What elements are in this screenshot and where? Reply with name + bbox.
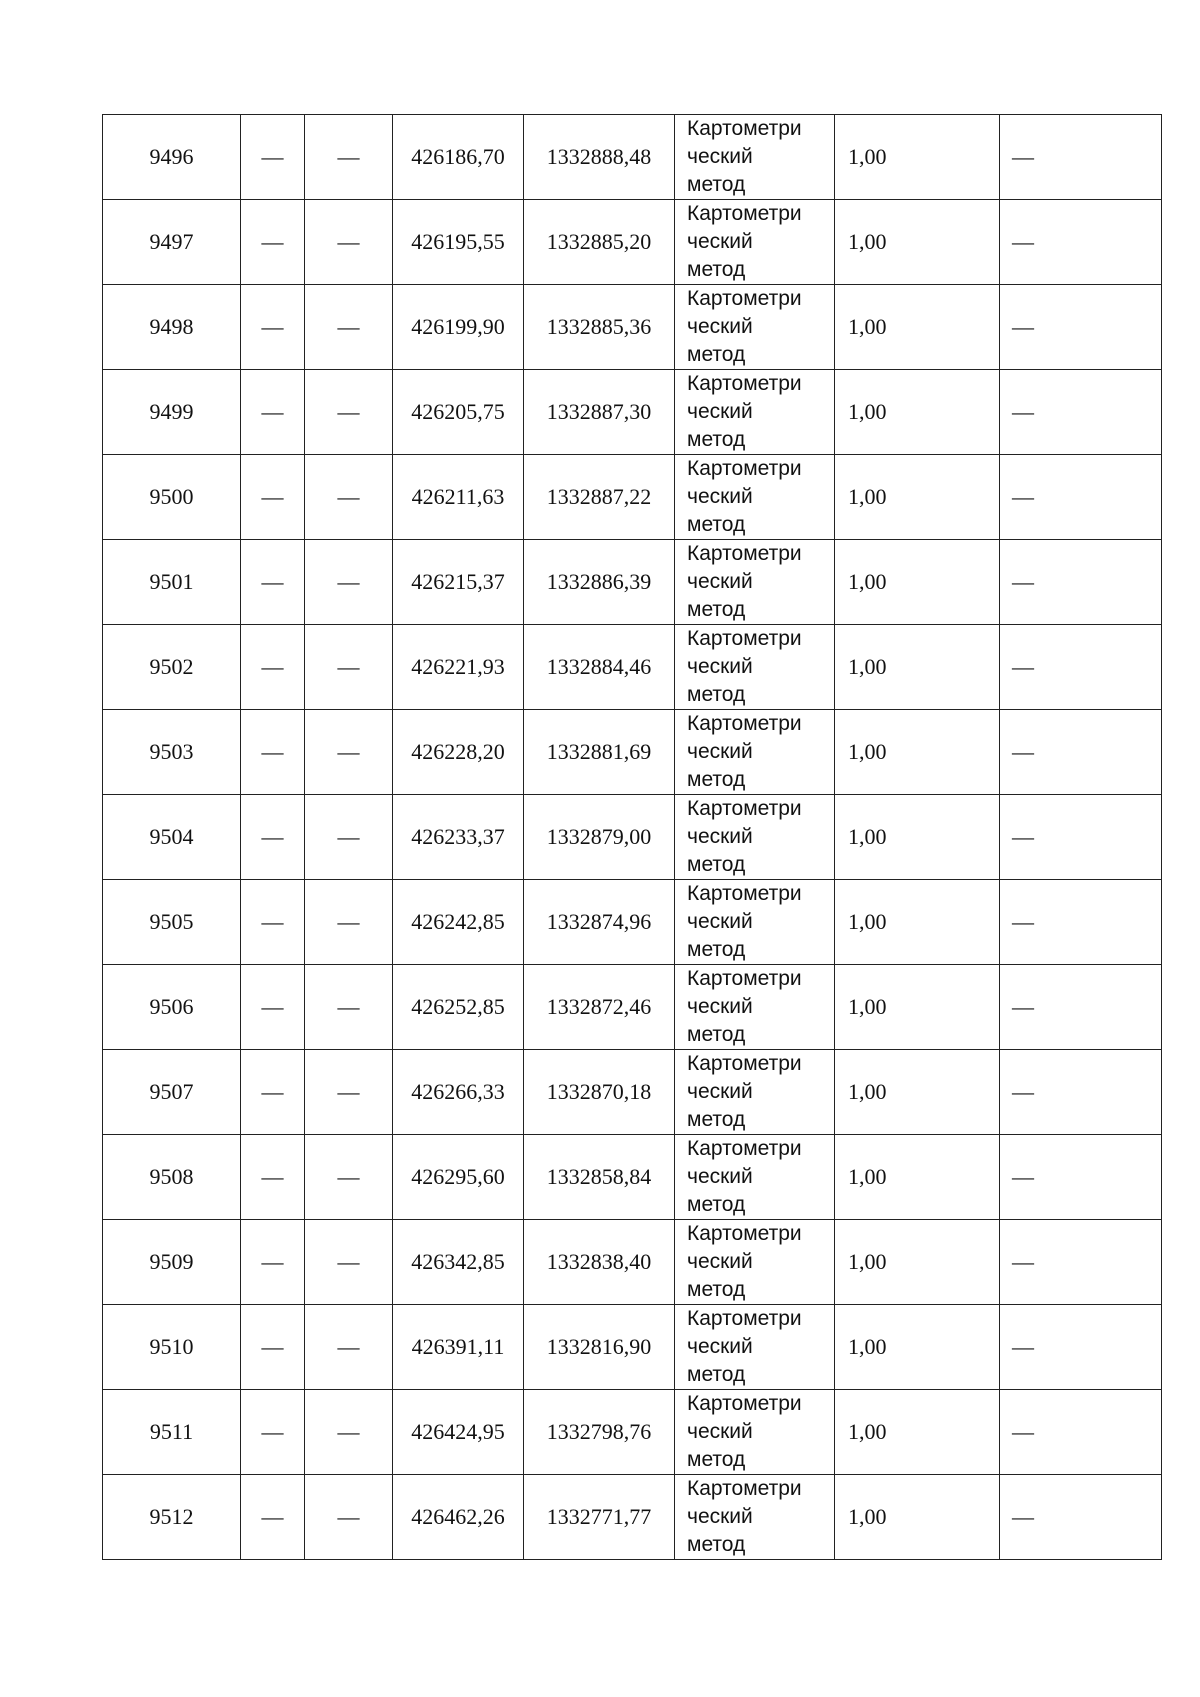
x-coordinate-cell: 426228,20 (393, 710, 524, 795)
method-cell (675, 1390, 835, 1475)
y-coordinate-cell: 1332838,40 (524, 1220, 675, 1305)
method-cell (675, 1050, 835, 1135)
point-number-cell: 9505 (103, 880, 241, 965)
column-2-cell: — (241, 1220, 305, 1305)
method-cell (675, 540, 835, 625)
method-line-2: ческий (687, 995, 753, 1018)
column-3-cell: — (305, 285, 393, 370)
method-line-2: ческий (687, 1335, 753, 1358)
method-cell (675, 1475, 835, 1560)
x-coordinate-cell: 426242,85 (393, 880, 524, 965)
method-cell (675, 1135, 835, 1220)
method-line-2: ческий (687, 1420, 753, 1443)
x-coordinate-cell: 426195,55 (393, 200, 524, 285)
point-number-cell: 9498 (103, 285, 241, 370)
method-line-2: ческий (687, 145, 753, 168)
column-3-cell: — (305, 200, 393, 285)
x-coordinate-cell: 426266,33 (393, 1050, 524, 1135)
method-line-2: ческий (687, 1250, 753, 1273)
method-line-3: метод (687, 1448, 746, 1471)
method-line-1: Картометри (687, 457, 802, 480)
coordinates-table (102, 114, 1162, 1560)
x-coordinate-cell: 426186,70 (393, 115, 524, 200)
table-row (103, 625, 1162, 710)
y-coordinate-cell: 1332798,76 (524, 1390, 675, 1475)
method-cell (675, 1220, 835, 1305)
method-line-3: метод (687, 428, 746, 451)
column-2-cell: — (241, 115, 305, 200)
table-row (103, 710, 1162, 795)
column-3-cell: — (305, 370, 393, 455)
column-3-cell: — (305, 1135, 393, 1220)
accuracy-cell: 1,00 (835, 710, 1000, 795)
accuracy-cell: 1,00 (835, 880, 1000, 965)
column-8-cell: — (1000, 1220, 1162, 1305)
column-2-cell: — (241, 1135, 305, 1220)
method-line-3: метод (687, 768, 746, 791)
column-8-cell: — (1000, 965, 1162, 1050)
x-coordinate-cell: 426221,93 (393, 625, 524, 710)
method-line-2: ческий (687, 400, 753, 423)
accuracy-cell: 1,00 (835, 965, 1000, 1050)
accuracy-cell: 1,00 (835, 200, 1000, 285)
method-line-3: метод (687, 1193, 746, 1216)
column-2-cell: — (241, 1305, 305, 1390)
x-coordinate-cell: 426205,75 (393, 370, 524, 455)
method-line-1: Картометри (687, 627, 802, 650)
table-row (103, 115, 1162, 200)
method-line-1: Картометри (687, 202, 802, 225)
method-line-3: метод (687, 343, 746, 366)
column-8-cell: — (1000, 1135, 1162, 1220)
y-coordinate-cell: 1332884,46 (524, 625, 675, 710)
table-row (103, 880, 1162, 965)
y-coordinate-cell: 1332887,30 (524, 370, 675, 455)
accuracy-cell: 1,00 (835, 370, 1000, 455)
method-line-3: метод (687, 683, 746, 706)
column-8-cell: — (1000, 1050, 1162, 1135)
y-coordinate-cell: 1332816,90 (524, 1305, 675, 1390)
point-number-cell: 9496 (103, 115, 241, 200)
method-line-3: метод (687, 1108, 746, 1131)
column-3-cell: — (305, 710, 393, 795)
y-coordinate-cell: 1332771,77 (524, 1475, 675, 1560)
column-2-cell: — (241, 1050, 305, 1135)
method-line-3: метод (687, 1023, 746, 1046)
x-coordinate-cell: 426211,63 (393, 455, 524, 540)
column-8-cell: — (1000, 200, 1162, 285)
method-line-3: метод (687, 513, 746, 536)
accuracy-cell: 1,00 (835, 795, 1000, 880)
column-3-cell: — (305, 1475, 393, 1560)
table-row (103, 965, 1162, 1050)
column-2-cell: — (241, 880, 305, 965)
method-line-3: метод (687, 1278, 746, 1301)
method-cell (675, 625, 835, 710)
table-row (103, 285, 1162, 370)
table-row (103, 1220, 1162, 1305)
point-number-cell: 9510 (103, 1305, 241, 1390)
column-2-cell: — (241, 965, 305, 1050)
method-line-2: ческий (687, 740, 753, 763)
column-8-cell: — (1000, 285, 1162, 370)
y-coordinate-cell: 1332872,46 (524, 965, 675, 1050)
table-row (103, 370, 1162, 455)
column-8-cell: — (1000, 710, 1162, 795)
column-2-cell: — (241, 285, 305, 370)
x-coordinate-cell: 426295,60 (393, 1135, 524, 1220)
table-row (103, 1135, 1162, 1220)
method-line-1: Картометри (687, 1052, 802, 1075)
column-3-cell: — (305, 1390, 393, 1475)
method-line-3: метод (687, 1363, 746, 1386)
x-coordinate-cell: 426252,85 (393, 965, 524, 1050)
method-line-1: Картометри (687, 1392, 802, 1415)
y-coordinate-cell: 1332886,39 (524, 540, 675, 625)
column-2-cell: — (241, 1390, 305, 1475)
point-number-cell: 9504 (103, 795, 241, 880)
method-line-2: ческий (687, 1165, 753, 1188)
x-coordinate-cell: 426215,37 (393, 540, 524, 625)
point-number-cell: 9512 (103, 1475, 241, 1560)
point-number-cell: 9506 (103, 965, 241, 1050)
method-cell (675, 370, 835, 455)
column-3-cell: — (305, 540, 393, 625)
column-3-cell: — (305, 965, 393, 1050)
method-cell (675, 965, 835, 1050)
y-coordinate-cell: 1332874,96 (524, 880, 675, 965)
method-cell (675, 710, 835, 795)
column-3-cell: — (305, 1305, 393, 1390)
method-line-2: ческий (687, 230, 753, 253)
column-2-cell: — (241, 455, 305, 540)
table-row (103, 795, 1162, 880)
y-coordinate-cell: 1332885,36 (524, 285, 675, 370)
table-row (103, 1390, 1162, 1475)
method-line-1: Картометри (687, 882, 802, 905)
method-line-1: Картометри (687, 117, 802, 140)
accuracy-cell: 1,00 (835, 1050, 1000, 1135)
table-row (103, 455, 1162, 540)
accuracy-cell: 1,00 (835, 540, 1000, 625)
column-8-cell: — (1000, 370, 1162, 455)
point-number-cell: 9508 (103, 1135, 241, 1220)
method-line-1: Картометри (687, 712, 802, 735)
column-3-cell: — (305, 1220, 393, 1305)
table-row (103, 1475, 1162, 1560)
y-coordinate-cell: 1332887,22 (524, 455, 675, 540)
column-3-cell: — (305, 625, 393, 710)
column-2-cell: — (241, 710, 305, 795)
x-coordinate-cell: 426342,85 (393, 1220, 524, 1305)
method-line-1: Картометри (687, 1477, 802, 1500)
method-cell (675, 115, 835, 200)
method-cell (675, 795, 835, 880)
column-3-cell: — (305, 455, 393, 540)
column-8-cell: — (1000, 880, 1162, 965)
column-2-cell: — (241, 795, 305, 880)
column-8-cell: — (1000, 795, 1162, 880)
column-2-cell: — (241, 625, 305, 710)
point-number-cell: 9507 (103, 1050, 241, 1135)
method-line-1: Картометри (687, 797, 802, 820)
column-3-cell: — (305, 115, 393, 200)
table-row (103, 540, 1162, 625)
column-3-cell: — (305, 795, 393, 880)
accuracy-cell: 1,00 (835, 1135, 1000, 1220)
method-line-2: ческий (687, 825, 753, 848)
column-8-cell: — (1000, 625, 1162, 710)
method-line-2: ческий (687, 910, 753, 933)
x-coordinate-cell: 426199,90 (393, 285, 524, 370)
column-8-cell: — (1000, 1475, 1162, 1560)
point-number-cell: 9502 (103, 625, 241, 710)
y-coordinate-cell: 1332879,00 (524, 795, 675, 880)
method-line-3: метод (687, 1533, 746, 1556)
x-coordinate-cell: 426391,11 (393, 1305, 524, 1390)
point-number-cell: 9500 (103, 455, 241, 540)
method-line-1: Картометри (687, 542, 802, 565)
x-coordinate-cell: 426462,26 (393, 1475, 524, 1560)
y-coordinate-cell: 1332888,48 (524, 115, 675, 200)
method-line-1: Картометри (687, 287, 802, 310)
accuracy-cell: 1,00 (835, 1305, 1000, 1390)
column-2-cell: — (241, 540, 305, 625)
method-line-2: ческий (687, 315, 753, 338)
method-cell (675, 200, 835, 285)
column-8-cell: — (1000, 1305, 1162, 1390)
y-coordinate-cell: 1332885,20 (524, 200, 675, 285)
point-number-cell: 9509 (103, 1220, 241, 1305)
point-number-cell: 9503 (103, 710, 241, 795)
accuracy-cell: 1,00 (835, 1390, 1000, 1475)
y-coordinate-cell: 1332881,69 (524, 710, 675, 795)
accuracy-cell: 1,00 (835, 625, 1000, 710)
column-8-cell: — (1000, 455, 1162, 540)
method-line-2: ческий (687, 1505, 753, 1528)
accuracy-cell: 1,00 (835, 115, 1000, 200)
column-2-cell: — (241, 370, 305, 455)
point-number-cell: 9499 (103, 370, 241, 455)
table-row (103, 1050, 1162, 1135)
point-number-cell: 9501 (103, 540, 241, 625)
method-line-3: метод (687, 853, 746, 876)
y-coordinate-cell: 1332870,18 (524, 1050, 675, 1135)
x-coordinate-cell: 426233,37 (393, 795, 524, 880)
method-line-1: Картометри (687, 1222, 802, 1245)
method-line-3: метод (687, 173, 746, 196)
method-line-1: Картометри (687, 372, 802, 395)
column-2-cell: — (241, 200, 305, 285)
table-row (103, 200, 1162, 285)
accuracy-cell: 1,00 (835, 285, 1000, 370)
accuracy-cell: 1,00 (835, 455, 1000, 540)
accuracy-cell: 1,00 (835, 1220, 1000, 1305)
method-line-1: Картометри (687, 1137, 802, 1160)
accuracy-cell: 1,00 (835, 1475, 1000, 1560)
table-row (103, 1305, 1162, 1390)
method-cell (675, 880, 835, 965)
method-line-2: ческий (687, 570, 753, 593)
table-body (103, 115, 1162, 1560)
method-line-3: метод (687, 598, 746, 621)
column-3-cell: — (305, 1050, 393, 1135)
point-number-cell: 9497 (103, 200, 241, 285)
method-line-3: метод (687, 938, 746, 961)
method-line-2: ческий (687, 485, 753, 508)
column-8-cell: — (1000, 115, 1162, 200)
column-3-cell: — (305, 880, 393, 965)
method-line-2: ческий (687, 1080, 753, 1103)
column-8-cell: — (1000, 1390, 1162, 1475)
method-line-3: метод (687, 258, 746, 281)
method-line-2: ческий (687, 655, 753, 678)
method-line-1: Картометри (687, 1307, 802, 1330)
y-coordinate-cell: 1332858,84 (524, 1135, 675, 1220)
method-cell (675, 455, 835, 540)
column-8-cell: — (1000, 540, 1162, 625)
method-line-1: Картометри (687, 967, 802, 990)
x-coordinate-cell: 426424,95 (393, 1390, 524, 1475)
column-2-cell: — (241, 1475, 305, 1560)
method-cell (675, 285, 835, 370)
point-number-cell: 9511 (103, 1390, 241, 1475)
method-cell (675, 1305, 835, 1390)
